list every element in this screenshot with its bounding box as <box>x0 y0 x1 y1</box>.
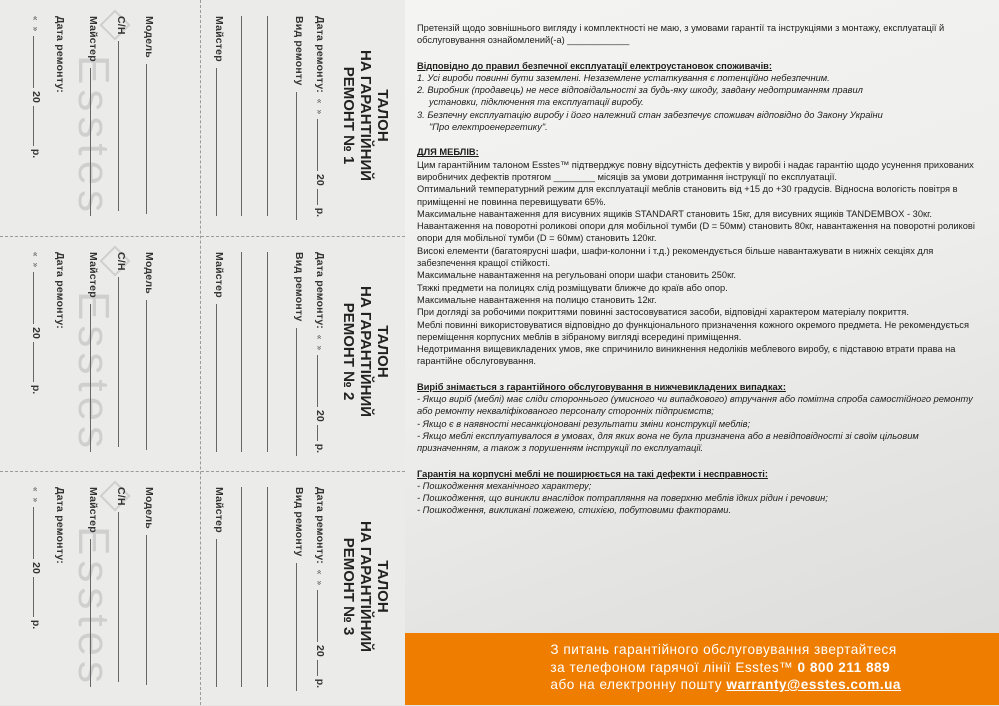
warranty-terms-text <box>417 22 982 517</box>
master-field: Майстер <box>87 252 100 452</box>
intro-text: Претензій щодо зовнішнього вигляду і комплектності не маю, з умовами гарантії та інструкціями з монтажу, експлуатації й обслуговування ознайомлений(-а) ____________ <box>417 23 945 46</box>
exclusion-item: - Якщо виріб (меблі) має сліди стороннього (умисного чи випадкового) втручання або помітна спроба самостійного ремонту або ремонту некваліфікованого персоналу сторонніх підприємств; <box>417 394 973 417</box>
coupon-master-field: Майстер <box>213 252 226 452</box>
corpus-item: - Пошкодження, що виникли внаслідок потрапляння на поверхню меблів їдких рідин і речовин; <box>417 493 828 504</box>
coupon-master-field: Майстер <box>213 16 226 216</box>
safety-item: 1. Усі вироби повинні бути заземлені. Незаземлене устаткування є потенційно небезпечним. <box>417 72 830 83</box>
furniture-heading: ДЛЯ МЕБЛІВ: <box>417 147 479 158</box>
furniture-paragraph: Максимальне навантаження для висувних ящиків STANDART становить 15кг, для висувних ящиків TANDEMBOX - 30кг. <box>417 208 932 219</box>
serial-field: С/Н <box>115 16 128 211</box>
contact-banner <box>405 633 999 705</box>
exclusion-item: - Якщо меблі експлуатувалося в умовах, для яких вона не була призначена або в невідповідності зі своїм цільовим призначенням, а також з порушенням інструкції по експлуатації. <box>417 430 919 454</box>
corpus-heading: Гарантія на корпусні меблі не поширюється на такі дефекти і несправності: <box>417 468 768 479</box>
repair-type-extra-line <box>262 252 280 452</box>
corpus-item: - Пошкодження, викликані пожежею, стихією, побутовими факторами. <box>417 505 732 516</box>
hotline-phone[interactable]: 0 800 211 889 <box>797 659 891 675</box>
corpus-item: - Пошкодження механічного характеру; <box>417 480 592 491</box>
coupon-title: ТАЛОН НА ГАРАНТІЙНИЙ РЕМОНТ № 2 <box>340 286 391 418</box>
repair-type-field: Вид ремонту <box>293 487 306 691</box>
safety-item: "Про електроенергетику". <box>429 122 548 133</box>
coupon-title: ТАЛОН НА ГАРАНТІЙНИЙ РЕМОНТ № 1 <box>340 50 391 182</box>
repair-date-field: « »20р. <box>30 252 42 395</box>
warranty-coupon-2 <box>0 236 405 471</box>
repair-type-extra-line <box>236 252 254 452</box>
repair-date-field: « »20р. <box>30 16 42 159</box>
coupon-title: ТАЛОН НА ГАРАНТІЙНИЙ РЕМОНТ № 3 <box>340 521 391 653</box>
contact-line-3: або на електронну пошту <box>550 677 727 692</box>
repair-date-label: Дата ремонту: <box>54 16 66 93</box>
furniture-paragraph: Меблі повинні використовуватися відповідно до функціонального призначення кожного окремого предмета. Не рекомендується переміщення корпусних меблів в зібраному вигляді всередині приміщення. <box>417 319 969 342</box>
furniture-paragraph: Цим гарантійним талоном Esstes™ підтверджує повну відсутність дефектів у виробі і надає гарантію щодо усунення прихованих виробничих дефектів протягом ________ місяців за умови дотримання інструкції по експлуатації. <box>417 159 974 182</box>
safety-item: установки, підключення та експлуатації виробу. <box>429 97 644 108</box>
warranty-coupon-1 <box>0 0 405 235</box>
coupon-master-field: Майстер <box>213 487 226 687</box>
coupon-repair-date-field: Дата ремонту:« »20р. <box>314 252 326 454</box>
watermark-brand: Esstes <box>69 526 118 689</box>
repair-type-field: Вид ремонту <box>293 252 306 456</box>
master-field: Майстер <box>87 16 100 216</box>
model-field: Модель <box>143 487 156 685</box>
coupon-repair-date-field: Дата ремонту:« »20р. <box>314 16 326 218</box>
master-field: Майстер <box>87 487 100 687</box>
furniture-paragraph: Оптимальний температурний режим для експлуатації меблів становить від +15 до +30 градусів. Відносна вологість повітря в приміщенні не повинна перевищувати 65%. <box>417 184 958 207</box>
coupon-panel <box>0 0 405 705</box>
repair-type-extra-line <box>262 16 280 216</box>
repair-type-extra-line <box>236 16 254 216</box>
repair-date-label: Дата ремонту: <box>54 487 66 564</box>
safety-item: 2. Виробник (продавець) не несе відповідальності за будь-яку шкоду, завдану недотриманням правил <box>417 85 863 96</box>
serial-field: С/Н <box>115 487 128 682</box>
repair-type-extra-line <box>262 487 280 687</box>
watermark-brand: Esstes <box>69 55 118 218</box>
safety-item: 3. Безпечну експлуатацію виробу і його належний стан забезпечує споживач відповідно до Закону України <box>417 109 883 120</box>
coupon-repair-date-field: Дата ремонту:« »20р. <box>314 487 326 689</box>
warranty-email-link[interactable]: warranty@esstes.com.ua <box>726 677 901 692</box>
furniture-paragraph: Недотримання вищевикладених умов, яке спричинило виникнення недоліків меблевого виробу, є підставою втрати права на гарантійне обслуговування. <box>417 344 956 367</box>
exclusions-heading: Виріб знімається з гарантійного обслуговування в нижчевикладених випадках: <box>417 381 786 392</box>
contact-line-2: за телефоном гарячої лінії Esstes™ <box>550 659 798 675</box>
repair-type-extra-line <box>236 487 254 687</box>
warranty-coupon-3 <box>0 471 405 706</box>
repair-type-field: Вид ремонту <box>293 16 306 220</box>
repair-date-field: « »20р. <box>30 487 42 630</box>
furniture-paragraph: Максимальне навантаження на полицю становить 12кг. <box>417 294 657 305</box>
watermark-brand: Esstes <box>69 291 118 454</box>
model-field: Модель <box>143 16 156 214</box>
furniture-paragraph: Максимальне навантаження на регульовані опори шафи становить 250кг. <box>417 270 736 281</box>
safety-heading: Відповідно до правил безпечної експлуатації електроустановок споживачів: <box>417 60 772 71</box>
furniture-paragraph: Навантаження на поворотні роликові опори для мобільної тумби (D = 50мм) становить 80кг, навантаження на поворотні роликові опори для мобільної тумби (D = 60мм) становить 120кг. <box>417 221 975 244</box>
exclusion-item: - Якщо є в наявності несанкціоновані результати зміни конструкції меблів; <box>417 418 751 429</box>
furniture-paragraph: При догляді за робочими покриттями повинні застосовуватися засоби, відповідні характером матеріалу покриття. <box>417 307 909 318</box>
warranty-terms-panel <box>405 0 999 705</box>
repair-date-label: Дата ремонту: <box>54 252 66 329</box>
contact-line-1: З питань гарантійного обслуговування звертайтеся <box>550 642 897 657</box>
serial-field: С/Н <box>115 252 128 447</box>
furniture-paragraph: Високі елементи (багатоярусні шафи, шафи-колонни і т.д.) рекомендується більше навантажувати в нижніх секціях для забезпечення кращої стійкості. <box>417 245 934 269</box>
model-field: Модель <box>143 252 156 450</box>
furniture-paragraph: Тяжкі предмети на полицях слід розміщувати ближче до країв або опор. <box>417 282 728 293</box>
